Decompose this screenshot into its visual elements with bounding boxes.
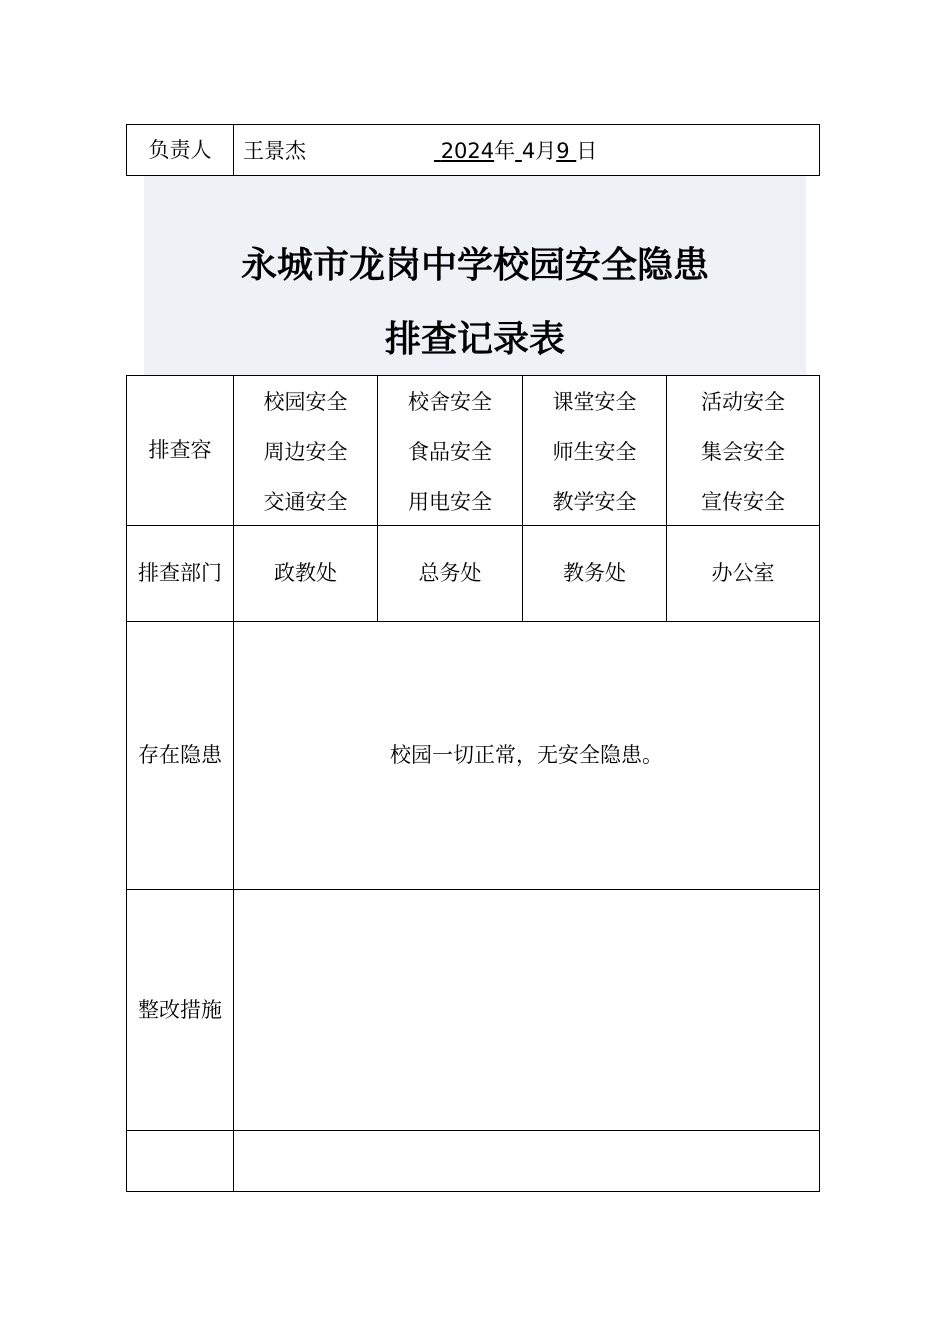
date-field [434, 141, 597, 162]
date-day: 9 [556, 139, 570, 163]
department-cell: 政教处 [274, 561, 337, 585]
last-label [127, 1131, 233, 1191]
dept-label: 排查部门 [138, 561, 222, 585]
date-month-blank [515, 139, 522, 163]
content-item: 活动安全 [701, 389, 785, 414]
last-text [234, 1131, 819, 1191]
content-item: 校舍安全 [408, 389, 492, 414]
table-line-bottom [126, 1191, 820, 1192]
content-item: 集会安全 [701, 439, 785, 464]
content-label: 排查容 [148, 438, 212, 462]
measures-text [234, 890, 819, 1130]
date-month-suffix: 月 [535, 139, 557, 163]
person-name: 王景杰 [243, 139, 306, 163]
table-line-right [819, 375, 820, 1192]
hazard-label: 存在隐患 [138, 743, 222, 767]
date-year-suffix: 年 [494, 139, 516, 163]
content-item: 周边安全 [263, 439, 348, 464]
measures-label: 整改措施 [138, 997, 222, 1022]
date-year-blank [434, 139, 441, 163]
content-item: 宣传安全 [701, 489, 785, 514]
content-item: 课堂安全 [552, 389, 637, 414]
hazard-text: 校园一切正常，无安全隐患。 [390, 743, 663, 767]
person-label: 负责人 [148, 137, 212, 162]
department-cell: 教务处 [563, 561, 626, 585]
department-cell: 总务处 [418, 561, 482, 585]
page-title-line2: 排查记录表 [384, 319, 565, 360]
content-item: 教学安全 [552, 489, 637, 514]
date-day-suffix: 日 [576, 139, 598, 163]
department-cell: 办公室 [711, 561, 775, 585]
content-item: 师生安全 [552, 439, 637, 464]
page-title-line1: 永城市龙岗中学校园安全隐患 [240, 245, 709, 286]
header-divider [233, 124, 234, 176]
content-item: 用电安全 [408, 489, 492, 514]
date-year: 2024 [440, 139, 495, 163]
content-item: 校园安全 [263, 389, 348, 414]
content-item: 交通安全 [263, 489, 348, 514]
date-month: 4 [521, 139, 536, 163]
content-item: 食品安全 [408, 439, 492, 464]
